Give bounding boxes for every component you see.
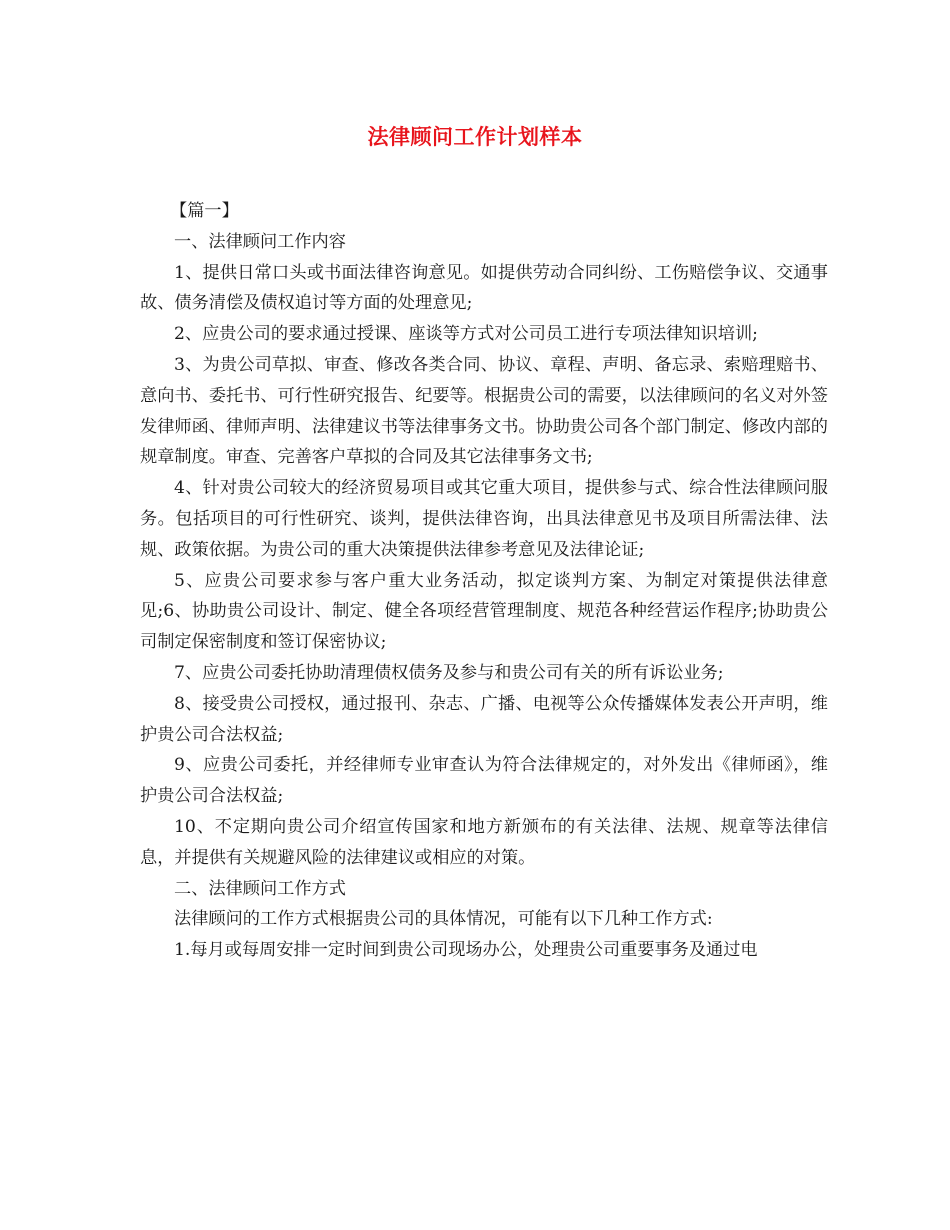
paragraph: 9、应贵公司委托，并经律师专业审查认为符合法律规定的，对外发出《律师函》，维护贵公司合法权益; xyxy=(140,755,828,807)
section-tag: 【篇一】 xyxy=(170,201,239,221)
paragraph: 8、接受贵公司授权，通过报刊、杂志、广播、电视等公众传播媒体发表公开声明，维护贵公司合法权益; xyxy=(140,693,828,745)
paragraph: 1、提供日常口头或书面法律咨询意见。如提供劳动合同纠纷、工伤赔偿争议、交通事故、债务清偿及债权追讨等方面的处理意见; xyxy=(140,262,828,314)
document-body xyxy=(140,196,828,966)
paragraph: 4、针对贵公司较大的经济贸易项目或其它重大项目，提供参与式、综合性法律顾问服务。包括项目的可行性研究、谈判，提供法律咨询，出具法律意见书及项目所需法律、法规、政策依据。为贵公司的重大决策提供法律参考意见及法律论证; xyxy=(140,478,828,560)
document-title: 法律顾问工作计划样本 xyxy=(367,124,583,149)
paragraph: 2、应贵公司的要求通过授课、座谈等方式对公司员工进行专项法律知识培训; xyxy=(174,324,758,345)
paragraph: 1.每月或每周安排一定时间到贵公司现场办公，处理贵公司重要事务及通过电 xyxy=(174,940,758,961)
section-heading: 二、法律顾问工作方式 xyxy=(174,878,346,899)
paragraph: 7、应贵公司委托协助清理债权债务及参与和贵公司有关的所有诉讼业务; xyxy=(174,662,724,683)
paragraph: 5、应贵公司要求参与客户重大业务活动，拟定谈判方案、为制定对策提供法律意见;6、协助贵公司设计、制定、健全各项经营管理制度、规范各种经营运作程序;协助贵公司制定保密制度和签订保密协议; xyxy=(140,570,828,653)
paragraph: 3、为贵公司草拟、审查、修改各类合同、协议、章程、声明、备忘录、索赔理赔书、意向书、委托书、可行性研究报告、纪要等。根据贵公司的需要，以法律顾问的名义对外签发律师函、律师声明、法律建议书等法律事务文书。协助贵公司各个部门制定、修改内部的规章制度。审查、完善客户草拟的合同及其它法律事务文书; xyxy=(140,354,828,468)
paragraph: 法律顾问的工作方式根据贵公司的具体情况，可能有以下几种工作方式: xyxy=(174,909,713,930)
paragraph: 10、不定期向贵公司介绍宣传国家和地方新颁布的有关法律、法规、规章等法律信息，并提供有关规避风险的法律建议或相应的对策。 xyxy=(140,816,828,868)
section-heading: 一、法律顾问工作内容 xyxy=(174,231,346,252)
